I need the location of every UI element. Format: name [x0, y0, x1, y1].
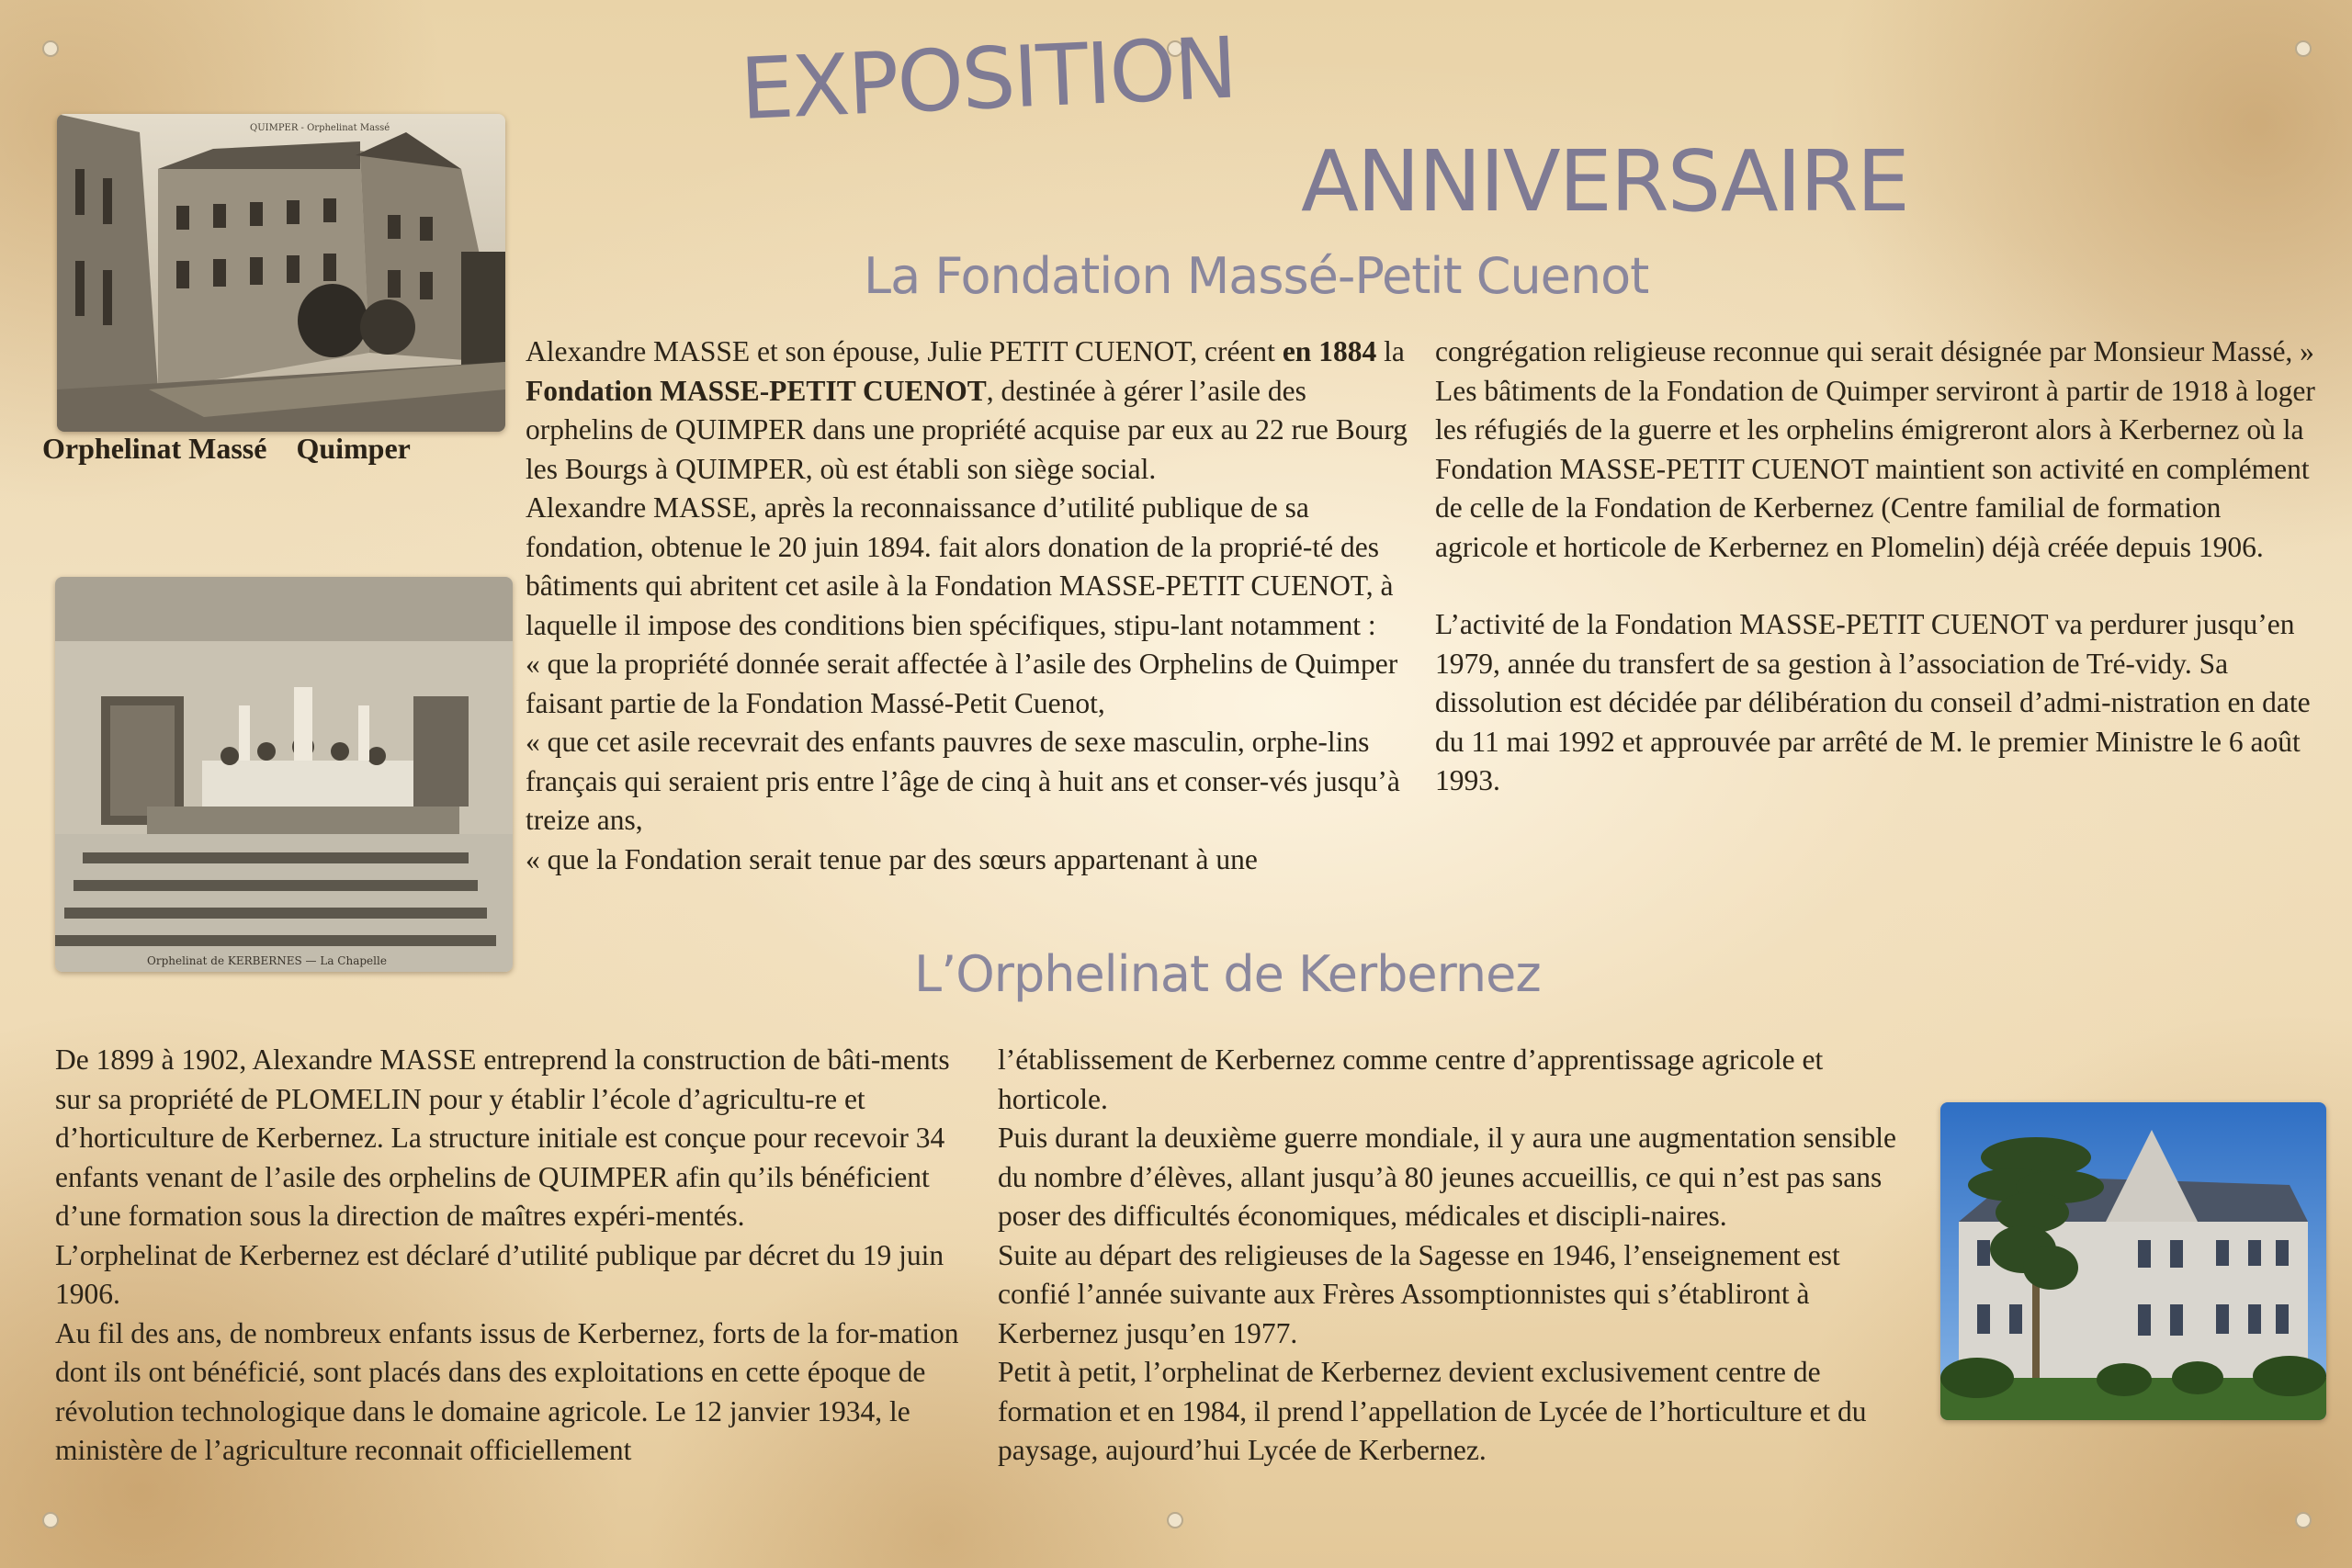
section2-column2 [998, 1041, 1917, 1471]
section1-column1 [526, 333, 1417, 879]
photo-orphelinat-masse [57, 114, 505, 432]
section-title-fondation: La Fondation Massé-Petit Cuenot [864, 247, 1649, 305]
paragraph: Au fil des ans, de nombreux enfants issus de Kerbernez, forts de la for-mation dont ils ont bénéficié, sont placés dans des exploitations en cette époque de révolution technologique dans le domaine agricole. Le 12 janvier 1934, le ministère de l’agriculture reconnait officiellement [55, 1316, 959, 1466]
paragraph: Suite au départ des religieuses de la Sagesse en 1946, l’enseignement est confié l’année suivante aux Frères Assomptionnistes qui s’établiront à Kerbernez jusqu’en 1977. [998, 1238, 1840, 1349]
paragraph: Les bâtiments de la Fondation de Quimper serviront à partir de 1918 à loger les réfugiés de la guerre et les orphelins émigreront alors à Kerbernez où la Fondation MASSE-PETIT CUENOT maintient son activité en complément de celle de la Fondation de Kerbernez (Centre familial de formation agricole et horticole de Kerbernez en Plomelin) déjà créée depuis 1906. [1435, 374, 2315, 563]
photo-orphelinat-masse-image [57, 114, 505, 432]
paragraph: « que la propriété donnée serait affectée à l’asile des Orphelins de Quimper faisant partie de la Fondation Massé-Petit Cuenot, [526, 648, 1398, 719]
paragraph: L’orphelinat de Kerbernez est déclaré d’utilité publique par décret du 19 juin 1906. [55, 1238, 944, 1310]
section1-column2 [1435, 333, 2317, 801]
photo-orphelinat-masse-caption: QUIMPER - Orphelinat Massé [250, 123, 390, 133]
paragraph: « que cet asile recevrait des enfants pauvres de sexe masculin, orphe-lins français qui seraient pris entre l’âge de cinq à huit ans et conser-vés jusqu’à treize ans, [526, 726, 1400, 836]
photo-chapelle-caption: Orphelinat de KERBERNES — La Chapelle [147, 954, 387, 967]
paragraph: Petit à petit, l’orphelinat de Kerbernez devient exclusivement centre de formation et en 1984, il prend l’appellation de Lycée de l’horticulture et du paysage, aujourd’hui Lycée de Kerbernez. [998, 1356, 1867, 1466]
date-1884: en 1884 [1282, 335, 1377, 367]
exposition-title: EXPOSITION [738, 18, 1238, 139]
section2-column1 [55, 1041, 983, 1471]
paragraph: l’établissement de Kerbernez comme centre d’apprentissage agricole et horticole. [998, 1043, 1824, 1115]
anniversaire-title: ANNIVERSAIRE [1301, 132, 1908, 231]
paragraph: « que la Fondation serait tenue par des sœurs appartenant à une [526, 842, 1258, 875]
mounting-screw [2295, 1512, 2312, 1529]
paragraph: congrégation religieuse reconnue qui serait désignée par Monsieur Massé, » [1435, 335, 2314, 367]
mounting-screw [42, 40, 59, 57]
photo-lycee-image [1940, 1102, 2326, 1420]
mounting-screw [42, 1512, 59, 1529]
paragraph: Puis durant la deuxième guerre mondiale, il y aura une augmentation sensible du nombre d’élèves, allant jusqu’à 80 jeunes accueillis, ce qui n’est pas sans poser des difficultés économiques, médicales et discipli-naires. [998, 1122, 1896, 1232]
paragraph: L’activité de la Fondation MASSE-PETIT CUENOT va perdurer jusqu’en 1979, année du transfert de sa gestion à l’association de Tré-vidy. Sa dissolution est décidée par délibération du conseil d’admi-nistration en date du 11 mai 1992 et approuvée par arrêté de M. le premier Ministre le 6 août 1993. [1435, 608, 2311, 796]
paragraph: De 1899 à 1902, Alexandre MASSE entreprend la construction de bâti-ments sur sa propriété de PLOMELIN pour y établir l’école d’agricultu-re et d’horticulture de Kerbernez. La structure initiale est conçue pour recevoir 34 enfants venant de l’asile des orphelins de QUIMPER afin qu’ils bénéficient d’une formation sous la direction de maîtres expéri-mentés. [55, 1043, 950, 1232]
paragraph: Alexandre MASSE, après la reconnaissance d’utilité publique de sa fondation, obtenue le 20 juin 1894. fait alors donation de la proprié-té des bâtiments qui abritent cet asile à la Fondation MASSE-PETIT CUENOT, à laquelle il impose des conditions bien spécifiques, stipu-lant notamment : [526, 491, 1394, 641]
photo-chapelle-image [55, 577, 513, 972]
mounting-screw [1167, 1512, 1183, 1529]
photo-lycee-kerbernez [1940, 1102, 2326, 1420]
fondation-name: Fondation MASSE-PETIT CUENOT [526, 374, 987, 407]
photo-chapelle-kerbernez [55, 577, 513, 972]
paragraph: Alexandre MASSE et son épouse, Julie PETIT CUENOT, créent en 1884 la Fondation MASSE-PETIT CUENOT, destinée à gérer l’asile des orphelins de QUIMPER dans une propriété acquise par eux au 22 rue Bourg les Bourgs à QUIMPER, où est établi son siège social. [526, 335, 1408, 485]
photo-orphelinat-masse-label: Orphelinat Massé Quimper [42, 432, 411, 465]
mounting-screw [2295, 40, 2312, 57]
section-title-orphelinat: L’Orphelinat de Kerbernez [914, 945, 1541, 1003]
